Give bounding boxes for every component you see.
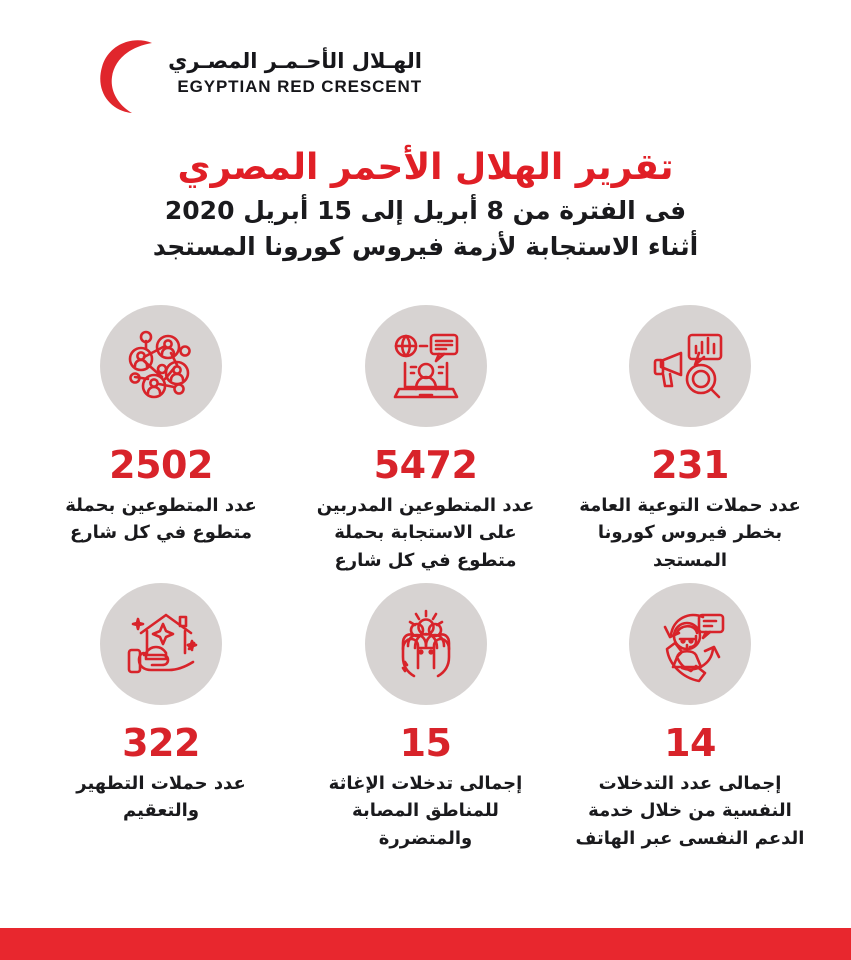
- stat-icon-circle: [365, 305, 487, 427]
- stat-label: عدد المتطوعين المدربين على الاستجابة بحملة متطوع في كل شارع: [316, 495, 535, 571]
- megaphone-awareness-icon: [651, 327, 729, 405]
- stat-label: عدد حملات التطهير والتعقيم: [76, 773, 246, 822]
- house-disinfection-icon: [122, 605, 200, 683]
- stat-icon-circle: [100, 305, 222, 427]
- title-block: [0, 145, 851, 264]
- stat-icon-circle: [365, 583, 487, 705]
- stat-value: 14: [664, 721, 716, 766]
- stat-label: إجمالى عدد التدخلات النفسية من خلال خدمة الدعم النفسى عبر الهاتف: [575, 773, 805, 849]
- page-title: تقرير الهلال الأحمر المصري: [177, 147, 674, 188]
- stat-label: إجمالى تدخلات الإغاثة للمناطق المصابة والمتضررة: [328, 773, 523, 849]
- stat-label: عدد المتطوعين بحملة متطوع في كل شارع: [65, 495, 257, 544]
- stat-card: [301, 305, 551, 574]
- online-training-laptop-icon: [387, 327, 465, 405]
- stat-icon-circle: [629, 305, 751, 427]
- stat-card: [36, 305, 286, 574]
- stat-icon-circle: [100, 583, 222, 705]
- statistics-row-top: [0, 305, 851, 574]
- phone-psychosocial-support-icon: [651, 605, 729, 683]
- stat-value: 2502: [109, 443, 213, 487]
- volunteer-network-icon: [122, 327, 200, 405]
- stat-card: [36, 583, 286, 852]
- stat-card: [565, 305, 815, 574]
- report-context: أثناء الاستجابة لأزمة فيروس كورونا المستجد: [152, 231, 699, 261]
- header: [0, 28, 851, 120]
- brand-name-arabic: الهـلال الأحـمـر المصـري: [168, 49, 422, 74]
- report-period: فى الفترة من 8 أبريل إلى 15 أبريل 2020: [164, 196, 687, 226]
- brand-logo: [82, 31, 436, 117]
- stat-card: [301, 583, 551, 852]
- stat-value: 5472: [373, 443, 478, 487]
- footer-accent-bar: [0, 928, 851, 960]
- stat-value: 15: [399, 721, 452, 766]
- stat-card: [565, 583, 815, 852]
- stat-value: 231: [651, 443, 729, 487]
- stat-label: عدد حملات التوعية العامة بخطر فيروس كورونا المستجد: [579, 495, 801, 571]
- stat-icon-circle: [629, 583, 751, 705]
- brand-name-english: EGYPTIAN RED CRESCENT: [177, 77, 422, 97]
- red-crescent-icon: [82, 31, 168, 117]
- statistics-row-bottom: [0, 583, 851, 852]
- statistics-grid: [0, 305, 851, 852]
- caring-hands-relief-icon: [387, 605, 465, 683]
- stat-value: 322: [122, 721, 200, 766]
